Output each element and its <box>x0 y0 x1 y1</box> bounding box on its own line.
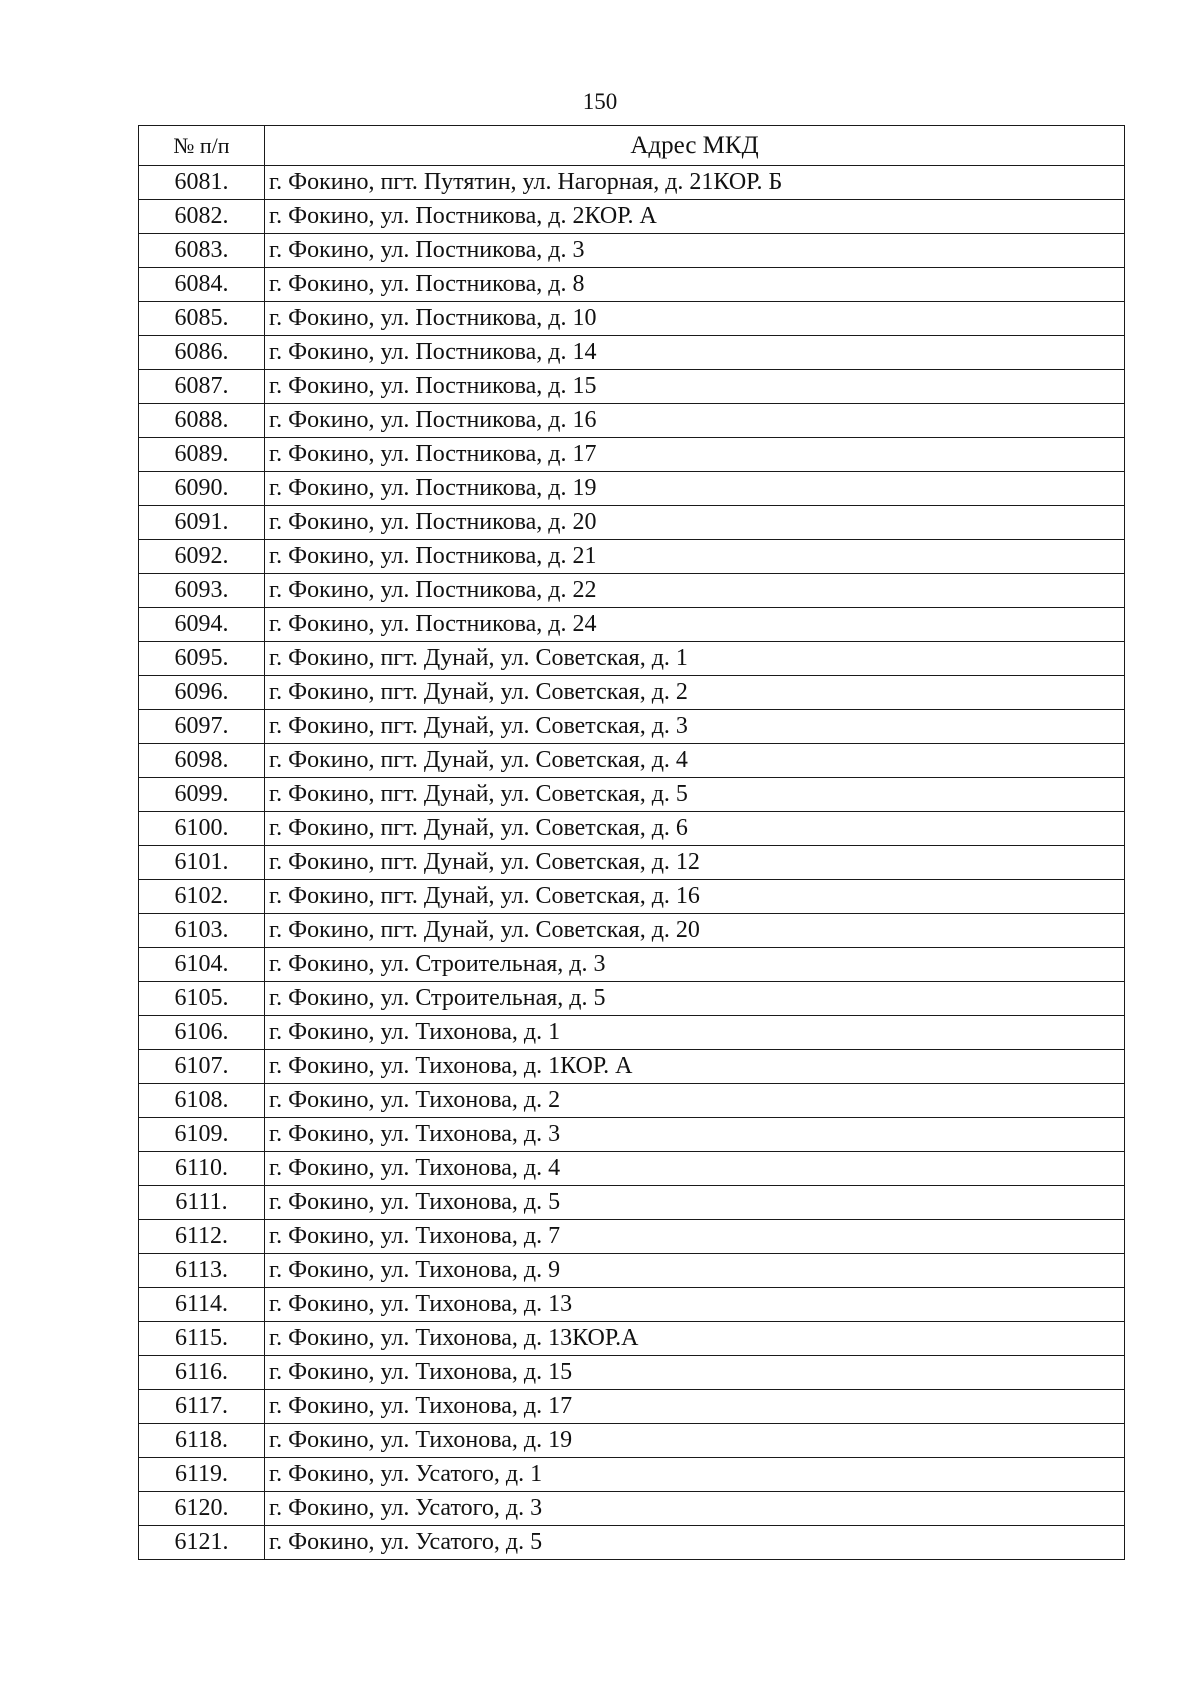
row-address: г. Фокино, ул. Тихонова, д. 4 <box>265 1152 1125 1186</box>
row-address: г. Фокино, ул. Тихонова, д. 13КОР.А <box>265 1322 1125 1356</box>
row-number: 6118. <box>139 1424 265 1458</box>
row-number: 6100. <box>139 812 265 846</box>
table-row <box>139 982 1125 1016</box>
row-address: г. Фокино, ул. Постникова, д. 22 <box>265 574 1125 608</box>
row-address: г. Фокино, пгт. Дунай, ул. Советская, д. 1 <box>265 642 1125 676</box>
row-number: 6111. <box>139 1186 265 1220</box>
table-row <box>139 438 1125 472</box>
row-number: 6101. <box>139 846 265 880</box>
table-row <box>139 540 1125 574</box>
row-number: 6110. <box>139 1152 265 1186</box>
table-row <box>139 1050 1125 1084</box>
page-number: 150 <box>582 89 618 114</box>
row-address: г. Фокино, пгт. Дунай, ул. Советская, д. 16 <box>265 880 1125 914</box>
row-number: 6093. <box>139 574 265 608</box>
row-number: 6089. <box>139 438 265 472</box>
row-number: 6107. <box>139 1050 265 1084</box>
table-row <box>139 1016 1125 1050</box>
table-row <box>139 812 1125 846</box>
row-address: г. Фокино, ул. Тихонова, д. 7 <box>265 1220 1125 1254</box>
table-row <box>139 1424 1125 1458</box>
row-address: г. Фокино, пгт. Дунай, ул. Советская, д. 2 <box>265 676 1125 710</box>
row-number: 6098. <box>139 744 265 778</box>
row-address: г. Фокино, ул. Тихонова, д. 5 <box>265 1186 1125 1220</box>
table-row <box>139 370 1125 404</box>
row-address: г. Фокино, ул. Постникова, д. 10 <box>265 302 1125 336</box>
row-address: г. Фокино, пгт. Дунай, ул. Советская, д. 3 <box>265 710 1125 744</box>
column-header-address: Адрес МКД <box>265 126 1125 166</box>
row-number: 6091. <box>139 506 265 540</box>
table-row <box>139 1084 1125 1118</box>
row-address: г. Фокино, ул. Постникова, д. 14 <box>265 336 1125 370</box>
row-address: г. Фокино, ул. Тихонова, д. 1КОР. А <box>265 1050 1125 1084</box>
table-row <box>139 1186 1125 1220</box>
row-number: 6109. <box>139 1118 265 1152</box>
row-address: г. Фокино, ул. Тихонова, д. 1 <box>265 1016 1125 1050</box>
row-number: 6112. <box>139 1220 265 1254</box>
row-address: г. Фокино, пгт. Путятин, ул. Нагорная, д. 21КОР. Б <box>265 166 1125 200</box>
table-row <box>139 1390 1125 1424</box>
row-address: г. Фокино, ул. Строительная, д. 3 <box>265 948 1125 982</box>
row-number: 6096. <box>139 676 265 710</box>
table-row <box>139 914 1125 948</box>
table-row <box>139 1288 1125 1322</box>
table-row <box>139 336 1125 370</box>
row-number: 6114. <box>139 1288 265 1322</box>
table-row <box>139 642 1125 676</box>
row-address: г. Фокино, ул. Постникова, д. 24 <box>265 608 1125 642</box>
table-row <box>139 608 1125 642</box>
row-address: г. Фокино, ул. Строительная, д. 5 <box>265 982 1125 1016</box>
table-row <box>139 200 1125 234</box>
table-row <box>139 1492 1125 1526</box>
row-number: 6113. <box>139 1254 265 1288</box>
row-address: г. Фокино, ул. Постникова, д. 19 <box>265 472 1125 506</box>
row-number: 6117. <box>139 1390 265 1424</box>
table-row <box>139 778 1125 812</box>
table-row <box>139 948 1125 982</box>
row-address: г. Фокино, ул. Тихонова, д. 15 <box>265 1356 1125 1390</box>
row-number: 6086. <box>139 336 265 370</box>
row-address: г. Фокино, ул. Усатого, д. 1 <box>265 1458 1125 1492</box>
table-row <box>139 744 1125 778</box>
column-header-number: № п/п <box>139 126 265 166</box>
address-table <box>138 125 1125 1560</box>
row-address: г. Фокино, ул. Тихонова, д. 9 <box>265 1254 1125 1288</box>
row-address: г. Фокино, ул. Постникова, д. 2КОР. А <box>265 200 1125 234</box>
row-number: 6095. <box>139 642 265 676</box>
row-number: 6094. <box>139 608 265 642</box>
table-row <box>139 880 1125 914</box>
table-row <box>139 506 1125 540</box>
table-header-row <box>139 126 1125 166</box>
table-row <box>139 404 1125 438</box>
row-number: 6083. <box>139 234 265 268</box>
row-number: 6081. <box>139 166 265 200</box>
table-row <box>139 1322 1125 1356</box>
row-address: г. Фокино, ул. Тихонова, д. 19 <box>265 1424 1125 1458</box>
row-number: 6085. <box>139 302 265 336</box>
row-number: 6105. <box>139 982 265 1016</box>
row-number: 6102. <box>139 880 265 914</box>
table-row <box>139 1526 1125 1560</box>
table-row <box>139 574 1125 608</box>
row-number: 6082. <box>139 200 265 234</box>
row-address: г. Фокино, ул. Усатого, д. 3 <box>265 1492 1125 1526</box>
row-number: 6121. <box>139 1526 265 1560</box>
table-row <box>139 1118 1125 1152</box>
table-row <box>139 846 1125 880</box>
table-row <box>139 268 1125 302</box>
row-address: г. Фокино, ул. Постникова, д. 8 <box>265 268 1125 302</box>
row-number: 6120. <box>139 1492 265 1526</box>
row-address: г. Фокино, пгт. Дунай, ул. Советская, д. 20 <box>265 914 1125 948</box>
row-number: 6103. <box>139 914 265 948</box>
table-row <box>139 1458 1125 1492</box>
table-row <box>139 166 1125 200</box>
table-row <box>139 472 1125 506</box>
row-number: 6108. <box>139 1084 265 1118</box>
row-number: 6115. <box>139 1322 265 1356</box>
row-address: г. Фокино, ул. Тихонова, д. 3 <box>265 1118 1125 1152</box>
row-address: г. Фокино, ул. Постникова, д. 20 <box>265 506 1125 540</box>
row-number: 6116. <box>139 1356 265 1390</box>
table-row <box>139 1220 1125 1254</box>
row-number: 6087. <box>139 370 265 404</box>
row-address: г. Фокино, ул. Тихонова, д. 17 <box>265 1390 1125 1424</box>
row-number: 6084. <box>139 268 265 302</box>
row-address: г. Фокино, ул. Тихонова, д. 13 <box>265 1288 1125 1322</box>
row-number: 6099. <box>139 778 265 812</box>
row-address: г. Фокино, ул. Постникова, д. 15 <box>265 370 1125 404</box>
row-address: г. Фокино, ул. Постникова, д. 21 <box>265 540 1125 574</box>
row-number: 6088. <box>139 404 265 438</box>
table-row <box>139 302 1125 336</box>
row-number: 6092. <box>139 540 265 574</box>
row-number: 6097. <box>139 710 265 744</box>
table-row <box>139 234 1125 268</box>
row-address: г. Фокино, ул. Постникова, д. 17 <box>265 438 1125 472</box>
row-number: 6106. <box>139 1016 265 1050</box>
row-address: г. Фокино, пгт. Дунай, ул. Советская, д. 12 <box>265 846 1125 880</box>
row-address: г. Фокино, ул. Усатого, д. 5 <box>265 1526 1125 1560</box>
row-address: г. Фокино, ул. Тихонова, д. 2 <box>265 1084 1125 1118</box>
row-address: г. Фокино, ул. Постникова, д. 3 <box>265 234 1125 268</box>
table-row <box>139 1254 1125 1288</box>
row-address: г. Фокино, пгт. Дунай, ул. Советская, д. 4 <box>265 744 1125 778</box>
row-address: г. Фокино, ул. Постникова, д. 16 <box>265 404 1125 438</box>
table-row <box>139 710 1125 744</box>
row-number: 6104. <box>139 948 265 982</box>
table-row <box>139 1356 1125 1390</box>
table-body <box>139 166 1125 1560</box>
row-number: 6090. <box>139 472 265 506</box>
row-address: г. Фокино, пгт. Дунай, ул. Советская, д. 5 <box>265 778 1125 812</box>
table-row <box>139 1152 1125 1186</box>
table-row <box>139 676 1125 710</box>
row-address: г. Фокино, пгт. Дунай, ул. Советская, д. 6 <box>265 812 1125 846</box>
row-number: 6119. <box>139 1458 265 1492</box>
